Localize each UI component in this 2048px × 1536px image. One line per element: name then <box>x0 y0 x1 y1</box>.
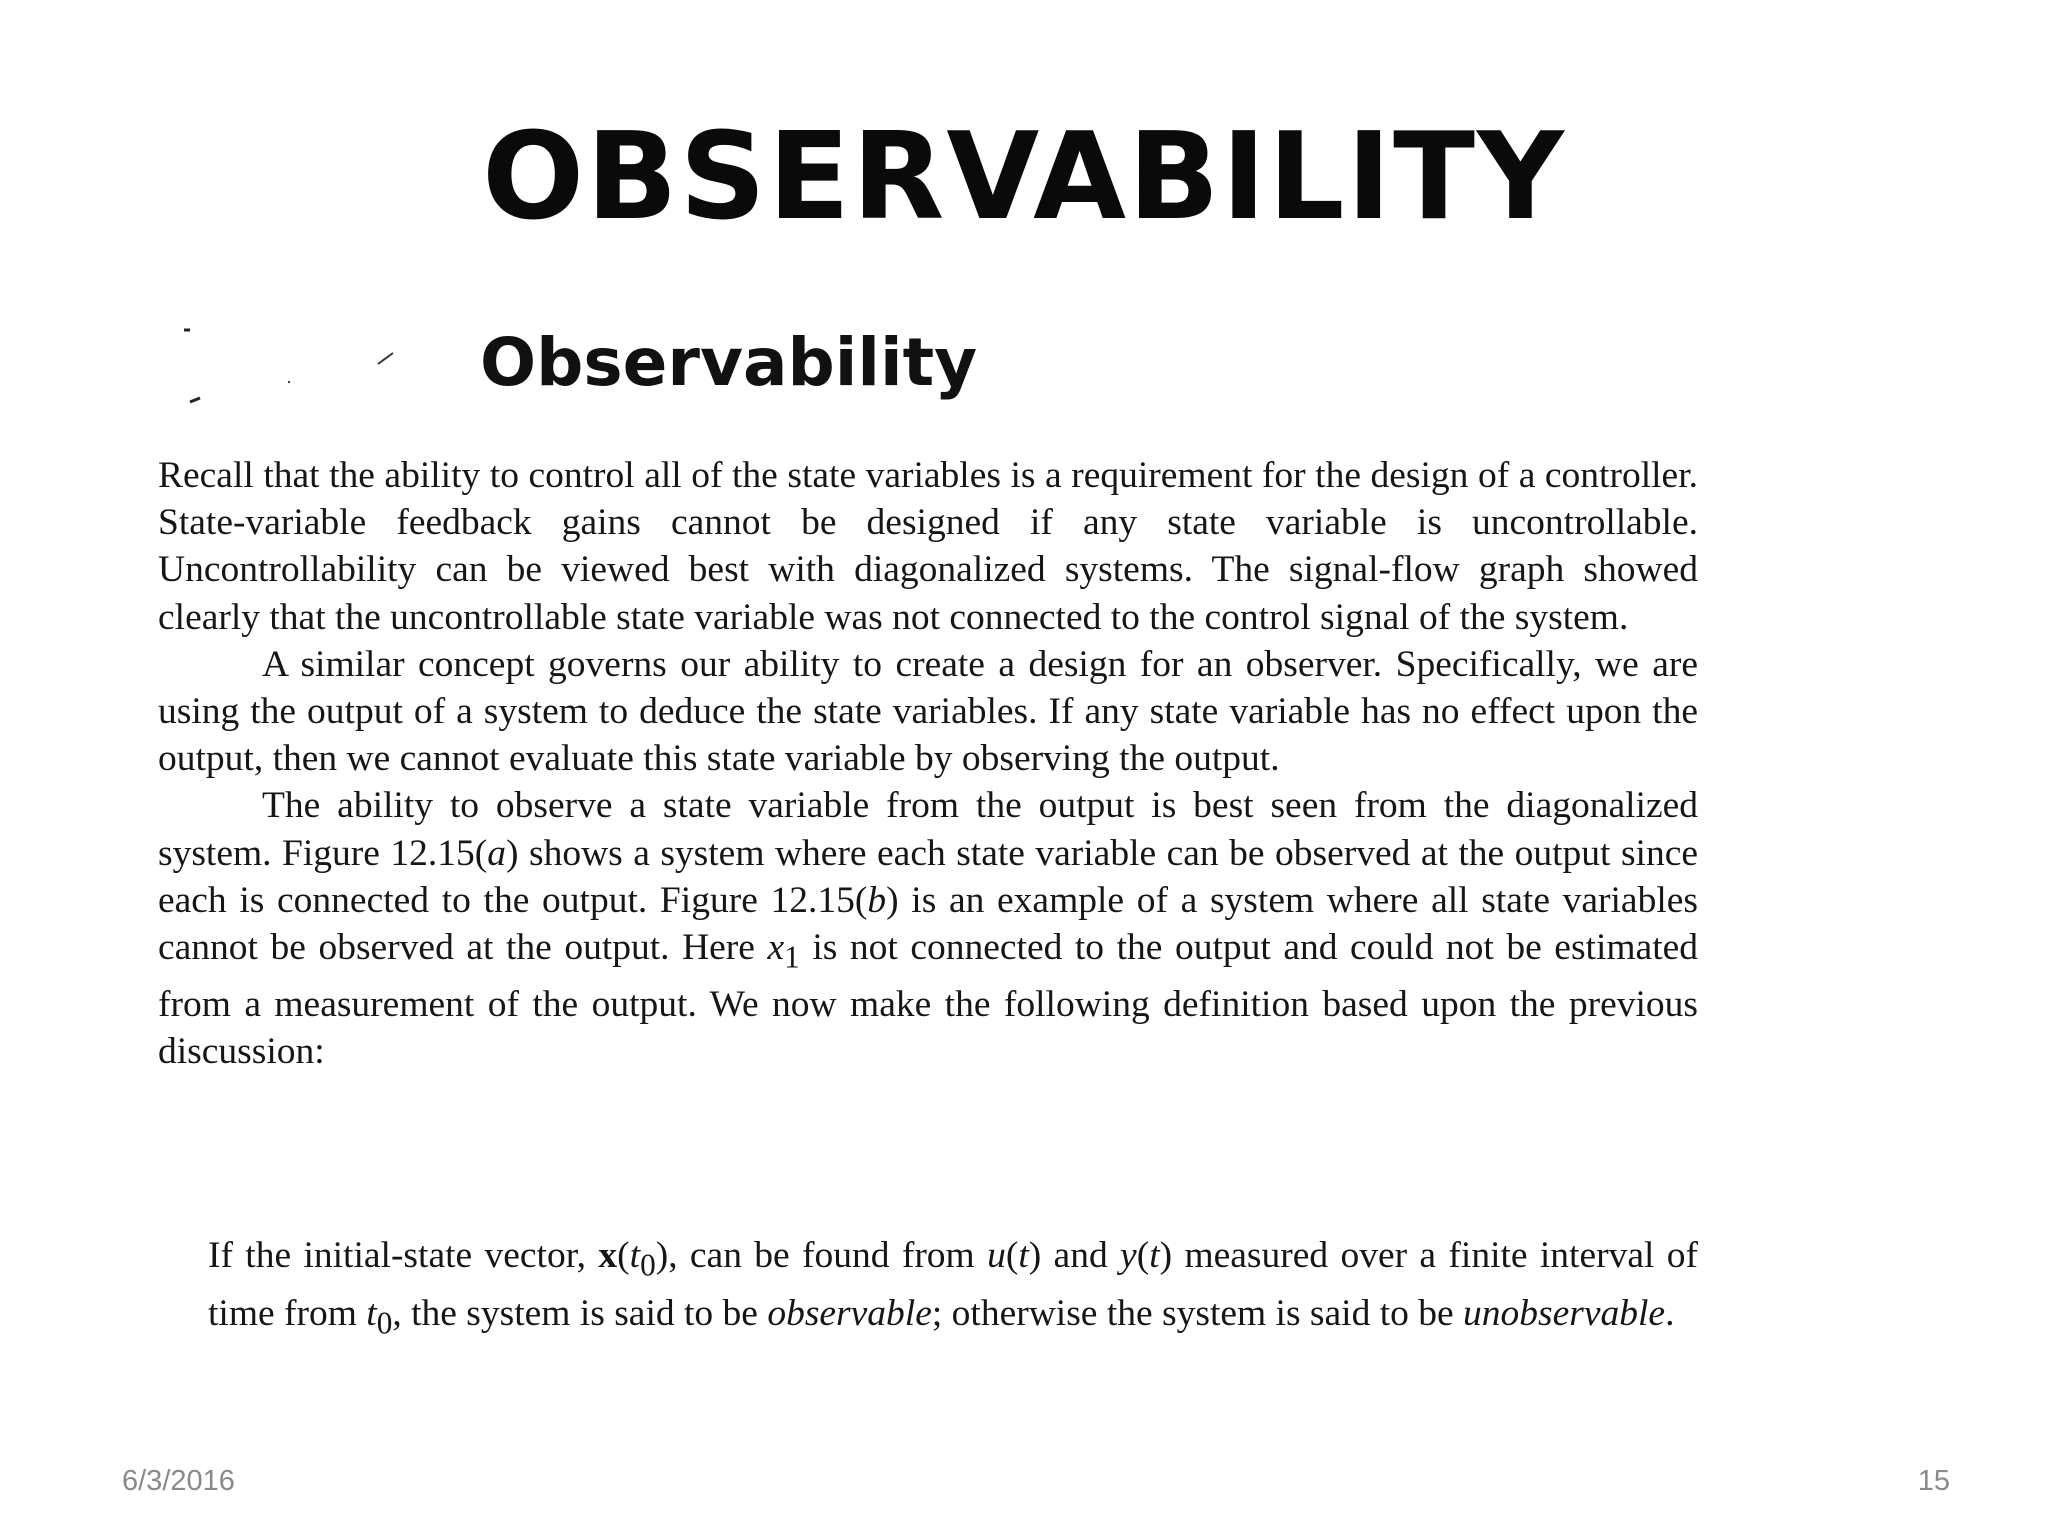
definition-fragment: ), can be found from <box>655 1235 988 1276</box>
definition-fragment: ( <box>1136 1235 1150 1276</box>
definition-fragment: ( <box>1005 1235 1019 1276</box>
figure-label-b: b <box>867 879 887 921</box>
slide-date: 6/3/2016 <box>122 1465 235 1497</box>
term-observable: observable <box>767 1292 932 1334</box>
scan-artifact-mark <box>378 353 393 364</box>
math-variable-t: t <box>1149 1235 1160 1276</box>
excerpt-heading: Observability <box>480 324 978 401</box>
math-subscript: 1 <box>784 939 800 975</box>
figure-label-a: a <box>487 832 507 874</box>
paragraph-3-text: ) shows a system where each state variable can be observed at the output since each is connected to the output. Figure 12.15( <box>158 832 1698 921</box>
definition-fragment: If the initial-state vector, <box>208 1235 599 1276</box>
paragraph-3-text: is not connected to the output and could not be estimated from a measurement of the output. We now make the following definition based upon the previous discussion: <box>158 927 1699 1072</box>
math-subscript: 0 <box>640 1247 656 1283</box>
definition-fragment: ( <box>617 1235 630 1276</box>
math-variable-y: y <box>1120 1235 1137 1276</box>
paragraph-3-text: The ability to observe a state variable from the output is best seen from the diagonalized system. Figure 12.15( <box>158 785 1698 874</box>
math-variable-t: t <box>366 1292 377 1334</box>
observability-definition <box>208 1232 1698 1347</box>
slide-number: 15 <box>1917 1465 1950 1497</box>
math-variable-u: u <box>987 1235 1006 1276</box>
definition-fragment: , the system is said to be <box>392 1292 768 1334</box>
scan-artifacts <box>178 320 428 410</box>
math-variable-x: x <box>767 927 785 969</box>
math-vector-x: x <box>598 1235 618 1276</box>
definition-fragment: ; otherwise the system is said to be <box>931 1292 1464 1334</box>
term-unobservable: unobservable <box>1463 1292 1666 1334</box>
paragraph-3-text: ) is an example of a system where all state variables cannot be observed at the output. Here <box>158 879 1698 969</box>
math-subscript: 0 <box>376 1305 393 1340</box>
math-variable-t: t <box>1018 1235 1029 1276</box>
definition-fragment: ) measured over a finite interval of time from <box>208 1235 1698 1334</box>
definition-text <box>208 1232 1698 1347</box>
excerpt-body <box>158 452 1698 1075</box>
paragraph-3 <box>158 782 1698 1075</box>
paragraph-2: A similar concept governs our ability to create a design for an observer. Specifically, we are using the output of a system to deduce the state variables. If any state variable has no effect upon the output, then we cannot evaluate this state variable by observing the output. <box>158 643 1698 780</box>
scan-artifact-mark <box>190 398 200 402</box>
definition-fragment: ) and <box>1028 1235 1121 1276</box>
definition-fragment: . <box>1665 1292 1675 1334</box>
math-variable-t: t <box>629 1235 641 1276</box>
slide-title: OBSERVABILITY <box>482 108 1566 247</box>
paragraph-1: Recall that the ability to control all of the state variables is a requirement for the design of a controller. State-variable feedback gains cannot be designed if any state variable is uncontrollable. Uncontrollability can be viewed best with diagonalized systems. The signal-flow graph showed clearly that the uncontrollable state variable was not connected to the control signal of the system. <box>158 455 1698 638</box>
